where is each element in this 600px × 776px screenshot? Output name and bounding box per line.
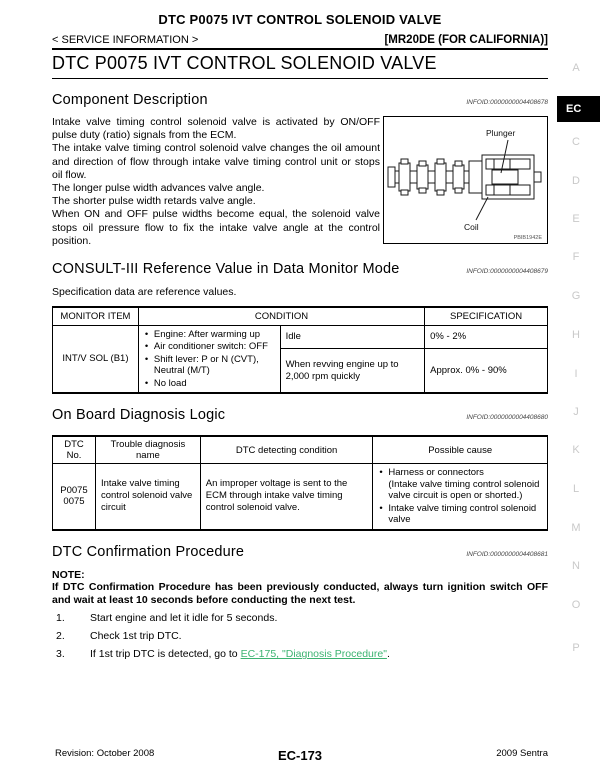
column-header-condition: CONDITION <box>138 307 424 325</box>
bullet-item: • No load <box>144 378 275 390</box>
margin-letter: D <box>572 175 580 187</box>
margin-letter: N <box>572 560 580 572</box>
figure-code: PBIB1942E <box>513 235 542 241</box>
section-heading: DTC Confirmation Procedure <box>52 543 245 560</box>
bullet-item: • Intake valve timing control solenoid valve <box>378 503 542 526</box>
engine-model-tag: [MR20DE (FOR CALIFORNIA)] <box>384 34 548 46</box>
dtc-number-line: 0075 <box>63 496 85 508</box>
section-consult-reference <box>52 261 548 277</box>
procedure-step <box>52 612 548 625</box>
dtc-number-cell <box>53 464 96 530</box>
page-footer <box>0 748 600 768</box>
step-number: 2. <box>56 630 65 643</box>
ec-section-badge: EC <box>557 96 600 122</box>
page-content <box>52 12 548 667</box>
column-header-specification: SPECIFICATION <box>425 307 548 325</box>
dtc-number-line: P0075 <box>60 484 88 496</box>
margin-letter: O <box>571 599 581 611</box>
page-title: DTC P0075 IVT CONTROL SOLENOID VALVE <box>52 50 548 79</box>
column-header-detecting-condition: DTC detecting condition <box>200 436 373 464</box>
possible-cause-list <box>378 467 542 526</box>
column-header-monitor-item: MONITOR ITEM <box>53 307 139 325</box>
specification-cell: Approx. 0% - 90% <box>425 349 548 393</box>
margin-letter: L <box>572 483 580 495</box>
bullet-item: • Air conditioner switch: OFF <box>144 341 275 353</box>
revision-date: Revision: October 2008 <box>55 748 155 759</box>
margin-letter: J <box>573 406 579 418</box>
monitor-item-cell: INT/V SOL (B1) <box>53 325 139 393</box>
table-header-row <box>53 436 548 464</box>
margin-letter: E <box>572 213 580 225</box>
running-header-title: DTC P0075 IVT CONTROL SOLENOID VALVE <box>158 12 442 27</box>
margin-letter: P <box>572 642 580 654</box>
infoid-code: INFOID:0000000004408679 <box>466 268 548 276</box>
page-number: EC-173 <box>277 748 323 763</box>
paragraph: When ON and OFF pulse widths become equal, the solenoid valve stops oil pressure flow to fix the intake valve angle at the control position. <box>52 208 380 247</box>
note-text: If DTC Confirmation Procedure has been previously conducted, always turn ignition switch OFF and wait at least 10 seconds before conducting the next test. <box>52 580 548 606</box>
step-text: Check 1st trip DTC. <box>90 630 182 643</box>
section-dtc-confirmation <box>52 544 548 560</box>
paragraph: The longer pulse width advances valve angle. <box>52 182 265 195</box>
column-header-trouble-name: Trouble diagnosis name <box>95 436 200 464</box>
section-on-board-diagnosis <box>52 407 548 423</box>
step-text: Start engine and let it idle for 5 seconds. <box>90 611 278 624</box>
column-header-possible-cause: Possible cause <box>373 436 548 464</box>
solenoid-valve-figure <box>383 116 548 244</box>
step-number: 3. <box>56 648 65 661</box>
component-description-body <box>52 116 548 248</box>
margin-letter: I <box>574 368 578 380</box>
margin-letter: M <box>571 522 581 534</box>
plunger-label: Plunger <box>486 128 516 138</box>
column-header-dtc-no: DTC No. <box>53 436 96 464</box>
bullet-item: • Shift lever: P or N (CVT), Neutral (M/T) <box>144 354 275 377</box>
coil-label: Coil <box>464 222 479 232</box>
model-year-label: 2009 Sentra <box>496 748 548 759</box>
margin-letter: H <box>572 329 580 341</box>
condition-cell: Idle <box>280 325 425 349</box>
margin-letter: A <box>572 62 580 74</box>
condition-bullet-list <box>144 329 275 390</box>
paragraph: Intake valve timing control solenoid valve is activated by ON/OFF pulse duty (ratio) signals from the ECM. <box>52 116 380 142</box>
consult-intro-text: Specification data are reference values. <box>52 286 237 299</box>
diagnosis-procedure-link[interactable]: EC-175, "Diagnosis Procedure" <box>240 648 387 661</box>
cause-line: • Harness or connectors <box>388 467 484 479</box>
procedure-steps <box>52 612 548 662</box>
bullet-item: • Engine: After warming up <box>144 329 275 341</box>
margin-letter: K <box>572 444 580 456</box>
step-text <box>90 648 390 661</box>
margin-letter: G <box>571 290 581 302</box>
section-heading: Component Description <box>52 92 208 108</box>
section-heading: CONSULT-III Reference Value in Data Monitor Mode <box>52 261 400 278</box>
infoid-code: INFOID:0000000004408678 <box>466 99 548 106</box>
paragraph: The intake valve timing control solenoid valve changes the oil amount and direction of flow through intake valve timing control unit or stops oil flow. <box>52 142 380 181</box>
diagnosis-logic-table <box>52 435 548 531</box>
cause-line: (Intake valve timing control solenoid valve circuit is open or shorted.) <box>388 478 540 502</box>
condition-cell: When revving engine up to 2,000 rpm quickly <box>280 349 425 393</box>
infoid-code: INFOID:0000000004408681 <box>466 550 548 558</box>
solenoid-valve-drawing <box>384 117 547 243</box>
bullet-item <box>378 467 542 502</box>
possible-cause-cell <box>373 464 548 530</box>
paragraph: The shorter pulse width retards valve angle. <box>52 195 256 208</box>
condition-bullets-cell <box>138 325 280 393</box>
consult-reference-table <box>52 306 548 394</box>
margin-index-rail <box>564 0 600 776</box>
step-text-prefix: If 1st trip DTC is detected, go to <box>90 648 241 661</box>
specification-cell: 0% - 2% <box>425 325 548 349</box>
trouble-name-cell: Intake valve timing control solenoid valve circuit <box>95 464 200 530</box>
section-component-description <box>52 92 548 108</box>
step-number: 1. <box>56 611 65 624</box>
table-row <box>53 325 548 349</box>
step-text-suffix: . <box>386 648 390 661</box>
detecting-condition-cell: An improper voltage is sent to the ECM through intake valve timing control solenoid valve. <box>200 464 373 530</box>
section-heading: On Board Diagnosis Logic <box>52 407 226 424</box>
table-row <box>53 464 548 530</box>
infoid-code: INFOID:0000000004408680 <box>466 414 548 422</box>
note-label: NOTE: <box>52 568 85 581</box>
running-header-row <box>52 34 548 46</box>
procedure-step <box>52 630 548 643</box>
margin-letter: F <box>572 251 580 263</box>
component-description-text <box>52 116 380 248</box>
procedure-step <box>52 648 548 661</box>
margin-letter: C <box>572 136 580 148</box>
service-information-label: < SERVICE INFORMATION > <box>52 34 199 46</box>
table-header-row <box>53 307 548 325</box>
